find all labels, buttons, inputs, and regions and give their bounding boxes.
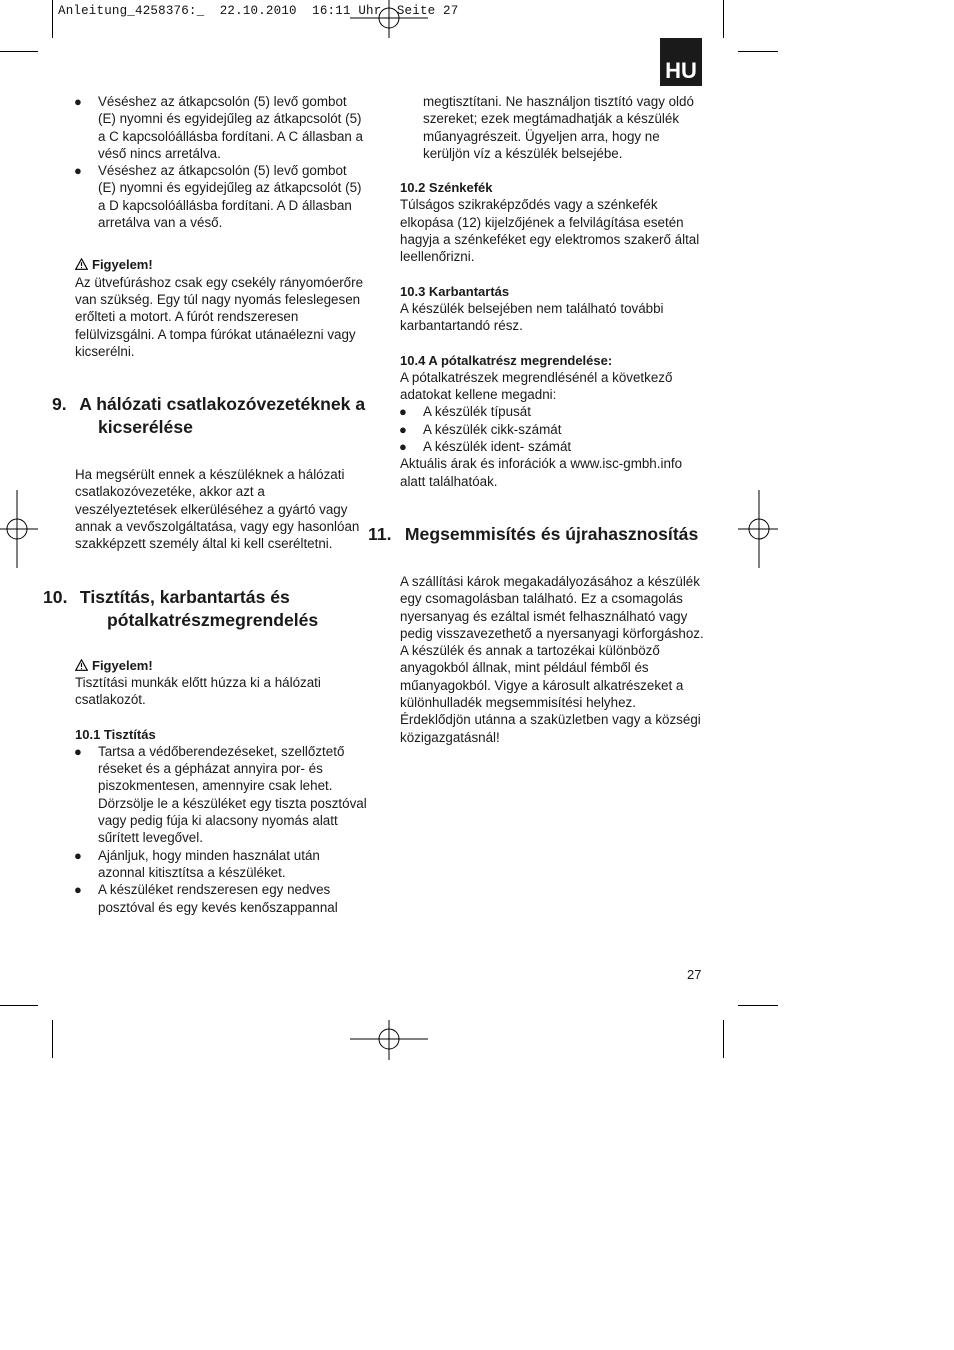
list-item-text: A készüléket rendszeresen egy nedves posztóval és egy kevés kenőszappannal <box>98 882 338 915</box>
bullet-dot-icon: ● <box>399 421 407 437</box>
registration-mark-icon <box>0 490 38 568</box>
subsection-heading: 10.3 Karbantartás <box>400 283 510 299</box>
crop-mark-br-v <box>723 1020 724 1058</box>
paragraph: A készülék belsejében nem található további karbantartandó rész. <box>400 300 664 334</box>
list-item <box>75 881 367 916</box>
bullet-dot-icon: ● <box>74 163 82 179</box>
list-item <box>75 162 367 231</box>
registration-mark-icon <box>350 0 428 38</box>
section-title: Tisztítás, karbantartás és pótalkatrészmegrendelés <box>79 586 319 630</box>
list-item-text: A készülék cikk-számát <box>423 421 562 437</box>
warning-triangle-icon <box>75 659 88 671</box>
list-item <box>400 403 705 420</box>
list-item-text: Véséshez az átkapcsolón (5) levő gombot (E) nyomni és egyidejűleg az átkapcsolót (5) a C kapcsolóállásba fordítani. A C állasban a véső nincs arretálva. <box>98 94 364 161</box>
paragraph: Túlságos szikraképződés vagy a szénkefék elkopása (12) kijelzőjének a felvilágítása esetén hagyja a szénkeféket egy elektromos szakerő által leellenőrizni. <box>400 197 700 265</box>
paragraph: Ha megsérült ennek a készüléknek a hálózati csatlakozóvezetéke, akkor azt a veszélyeztetések elkerüléséhez a gyártó vagy annak a vevőszolgáltatása, vagy egy hasonlóan szakképzett személy által ki kell cseréltetni. <box>75 467 360 552</box>
warning-triangle-icon <box>75 258 88 270</box>
crop-mark-tr-h <box>738 51 778 52</box>
list-item <box>400 421 705 438</box>
list-item <box>75 847 367 882</box>
crop-mark-bl-h <box>0 1005 38 1006</box>
list-item-text: Tartsa a védőberendezéseket, szellőztető réseket és a gépházat annyira por- és piszokmentesen, amennyire csak lehet. Dörzsölje le a készüléket egy tiszta posztóval vagy pedig fúja ki alacsony nyomás alatt sűrített levegővel. <box>98 743 367 846</box>
language-badge: HU <box>660 38 702 86</box>
subsection-heading: 10.4 A pótalkatrész megrendelése: <box>400 352 613 368</box>
paragraph: A szállítási károk megakadályozásához a készülék egy csomagolásban található. Ez a csomagolás nyersanyag és ezáltal ismét felhasználható vagy pedig visszavezethető a nyersanyagi körforgáshoz. A készülék és annak a tartozékai különböző anyagokból állnak, mint például fémből és műanyagokból. Vigye a károsult alkatrészeket a különhulladék megsemmisítési helyhez. Érdeklődjön utánna a szaküzletben vagy a községi közigazgatásnál! <box>400 573 704 745</box>
warning-heading <box>75 657 367 674</box>
subsection-heading: 10.2 Szénkefék <box>400 180 493 196</box>
bullet-dot-icon: ● <box>74 94 82 109</box>
list-item-text: Véséshez az átkapcsolón (5) levő gombot (E) nyomni és egyidejűleg az átkapcsolót (5) a D kapcsolóállásba fordítani. A D állasban arretálva van a véső. <box>98 163 362 231</box>
crop-mark-tr-v <box>723 0 724 38</box>
list-item <box>75 743 367 847</box>
list-item-text: A készülék típusát <box>423 404 531 420</box>
paragraph: A pótalkatrészek megrendlésénél a következő adatokat kellene megadni: <box>400 369 673 403</box>
list-item <box>400 438 705 455</box>
paragraph: Aktuális árak és inforációk a www.isc-gmbh.info alatt találhatóak. <box>400 456 683 489</box>
left-column <box>43 93 367 916</box>
list-item <box>75 93 367 162</box>
registration-mark-icon <box>738 490 778 568</box>
right-column <box>368 93 705 746</box>
bullet-dot-icon: ● <box>74 847 82 863</box>
warning-text: Az ütvefúráshoz csak egy csekély rányomóerőre van szükség. Egy túl nagy nyomás feleslegesen erőlteti a motort. A fúrót rendszeresen felülvizsgálni. A tompa fúrókat utánaélezni vagy kicserélni. <box>75 274 364 359</box>
bullet-dot-icon: ● <box>399 439 407 455</box>
subsection-heading: 10.1 Tisztítás <box>75 726 156 742</box>
warning-text: Tisztítási munkák előtt húzza ki a hálózati csatlakozót. <box>75 674 321 708</box>
bullet-dot-icon: ● <box>74 743 82 759</box>
crop-mark-bl-v <box>52 1020 53 1058</box>
print-slug: Anleitung_4258376:_ 22.10.2010 16:11 Uhr Seite 27 <box>58 4 459 18</box>
section-heading-10: 10. Tisztítás, karbantartás és pótalkatrészmegrendelés <box>43 586 319 630</box>
bullet-dot-icon: ● <box>399 404 407 420</box>
registration-mark-icon <box>350 1020 428 1060</box>
section-title: A hálózati csatlakozóvezetéknek a kicserélése <box>79 394 366 438</box>
list-item-text: Ajánljuk, hogy minden használat után azonnal kitisztítsa a készüléket. <box>98 847 320 880</box>
list-item-text: A készülék ident- számát <box>423 439 572 455</box>
section-title: Megsemmisítés és újrahasznosítás <box>404 523 699 544</box>
crop-mark-br-h <box>738 1005 778 1006</box>
warning-heading <box>75 256 367 273</box>
page-number: 27 <box>687 967 702 982</box>
bullet-dot-icon: ● <box>74 882 82 898</box>
crop-mark-tl-h <box>0 51 38 52</box>
continued-text: megtisztítani. Ne használjon tisztító vagy oldó szereket; ezek megtámadhatják a készülék műanyagrészeit. Ügyeljen arra, hogy ne kerüljön víz a készülék belsejébe. <box>423 94 694 161</box>
warning-title: Figyelem! <box>92 657 153 673</box>
crop-mark-tl-v <box>52 0 53 38</box>
section-heading-9: 9. A hálózati csatlakozóvezetéknek a kicserélése <box>52 394 366 438</box>
warning-title: Figyelem! <box>92 257 153 273</box>
section-heading-11: 11. Megsemmisítés és újrahasznosítás <box>368 523 699 544</box>
